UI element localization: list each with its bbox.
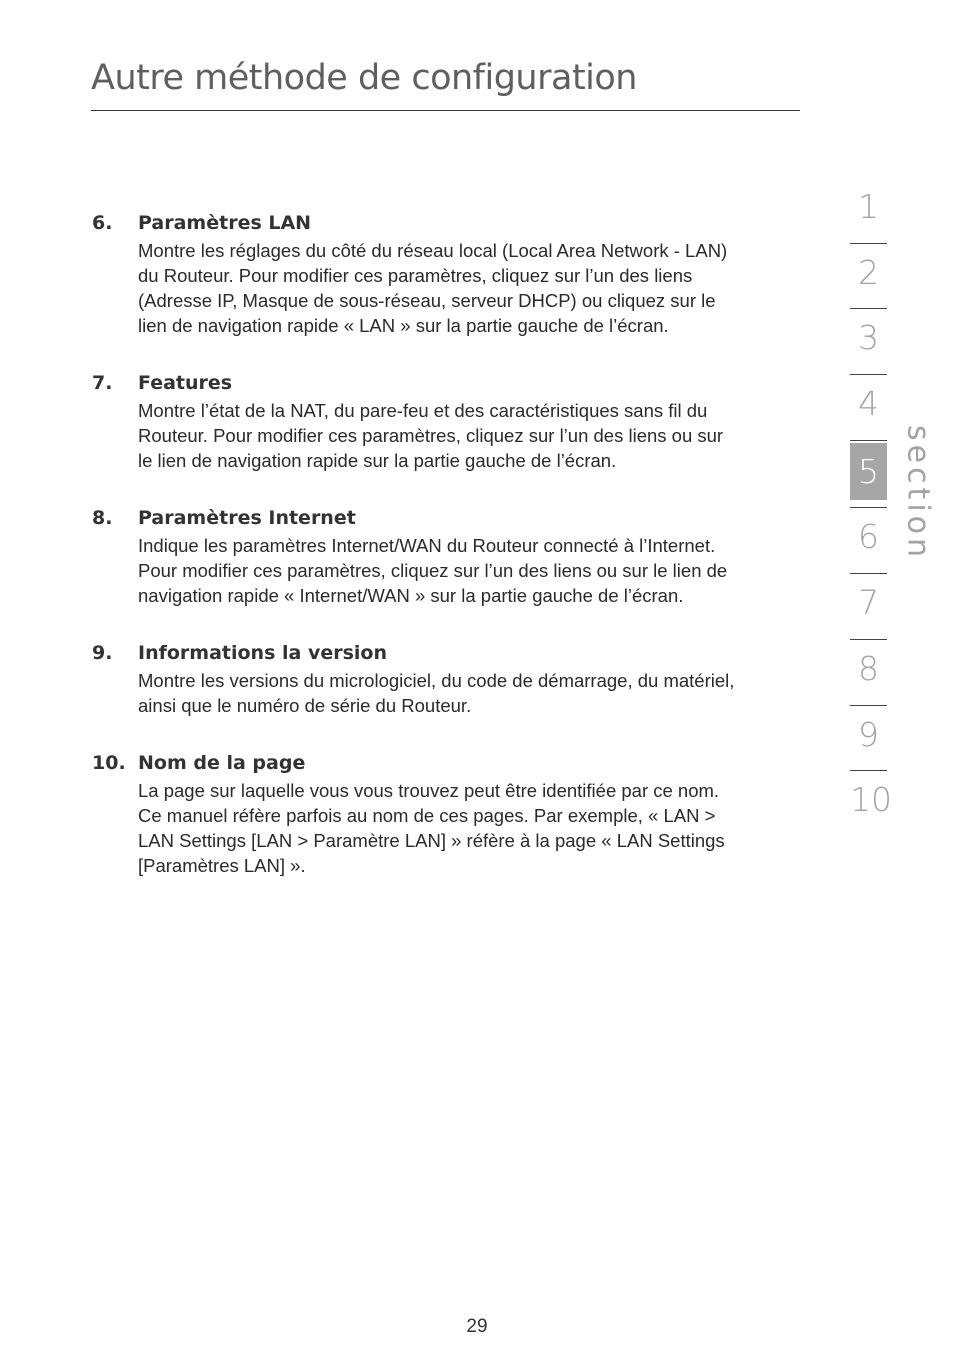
item-body-line: La page sur laquelle vous vous trouvez peut être identifiée par ce nom. [138,780,720,801]
section-number: 2 [858,252,879,292]
item-body-line: Ce manuel réfère parfois au nom de ces pages. Par exemple, « LAN > [138,805,716,826]
page-title: Autre méthode de configuration [91,58,637,98]
item-body [138,668,804,718]
list-item [92,503,804,608]
item-heading: Nom de la page [138,752,306,774]
item-body-line: LAN Settings [LAN > Paramètre LAN] » réfère à la page « LAN Settings [138,830,725,851]
item-number: 9. [92,642,113,664]
section-number: 10 [850,780,892,820]
item-heading: Paramètres Internet [138,507,356,529]
item-body-line: Routeur. Pour modifier ces paramètres, cliquez sur l’un des liens ou sur [138,425,724,446]
section-number: 1 [858,187,879,226]
section-tab-9 [850,706,887,772]
list-item [92,748,804,878]
item-number: 6. [92,212,113,234]
section-divider [850,440,887,441]
item-body-line: ainsi que le numéro de série du Routeur. [138,695,472,716]
section-number: 3 [858,318,879,358]
item-list [92,208,804,908]
title-rule [91,110,800,111]
item-body-line: [Paramètres LAN] ». [138,855,306,876]
section-number: 5 [850,443,887,500]
section-number: 9 [858,714,879,754]
item-body-line: Indique les paramètres Internet/WAN du Routeur connecté à l’Internet. [138,535,716,556]
page-number: 29 [466,1316,488,1337]
item-body-line: Montre les versions du micrologiciel, du code de démarrage, du matériel, [138,670,735,691]
item-number: 8. [92,507,113,529]
item-heading: Informations la version [138,642,387,664]
item-body [138,238,804,338]
item-body-line: (Adresse IP, Masque de sous-réseau, serveur DHCP) ou cliquez sur le [138,290,716,311]
section-tab-4 [850,375,887,441]
item-body [138,533,804,608]
section-tab-10 [850,771,892,837]
list-item [92,638,804,718]
item-heading: Paramètres LAN [138,212,312,234]
item-body-line: Montre les réglages du côté du réseau local (Local Area Network - LAN) [138,240,728,261]
list-item [92,208,804,338]
section-tab-7 [850,574,887,640]
item-body-line: navigation rapide « Internet/WAN » sur la partie gauche de l’écran. [138,585,684,606]
section-tab-6 [850,508,887,574]
section-tab-1 [850,178,887,244]
item-body-line: lien de navigation rapide « LAN » sur la partie gauche de l’écran. [138,315,669,336]
item-number: 10. [92,752,126,774]
section-tab-8 [850,640,887,706]
item-body-line: du Routeur. Pour modifier ces paramètres, cliquez sur l’un des liens [138,265,693,286]
list-item [92,368,804,473]
section-tab-3 [850,309,887,375]
item-body [138,778,804,878]
section-number: 4 [858,384,879,424]
section-nav [850,178,892,837]
section-label: section [900,424,936,562]
section-number: 6 [858,517,879,557]
section-number: 7 [858,583,879,623]
item-body-line: Pour modifier ces paramètres, cliquez sur l’un des liens ou sur le lien de [138,560,728,581]
section-number: 8 [858,648,879,688]
item-heading: Features [138,372,233,394]
section-tab-2 [850,244,887,310]
section-tab-5 [850,443,887,509]
item-body-line: le lien de navigation rapide sur la partie gauche de l’écran. [138,450,617,471]
item-body-line: Montre l’état de la NAT, du pare-feu et des caractéristiques sans fil du [138,400,708,421]
item-number: 7. [92,372,113,394]
item-body [138,398,804,473]
